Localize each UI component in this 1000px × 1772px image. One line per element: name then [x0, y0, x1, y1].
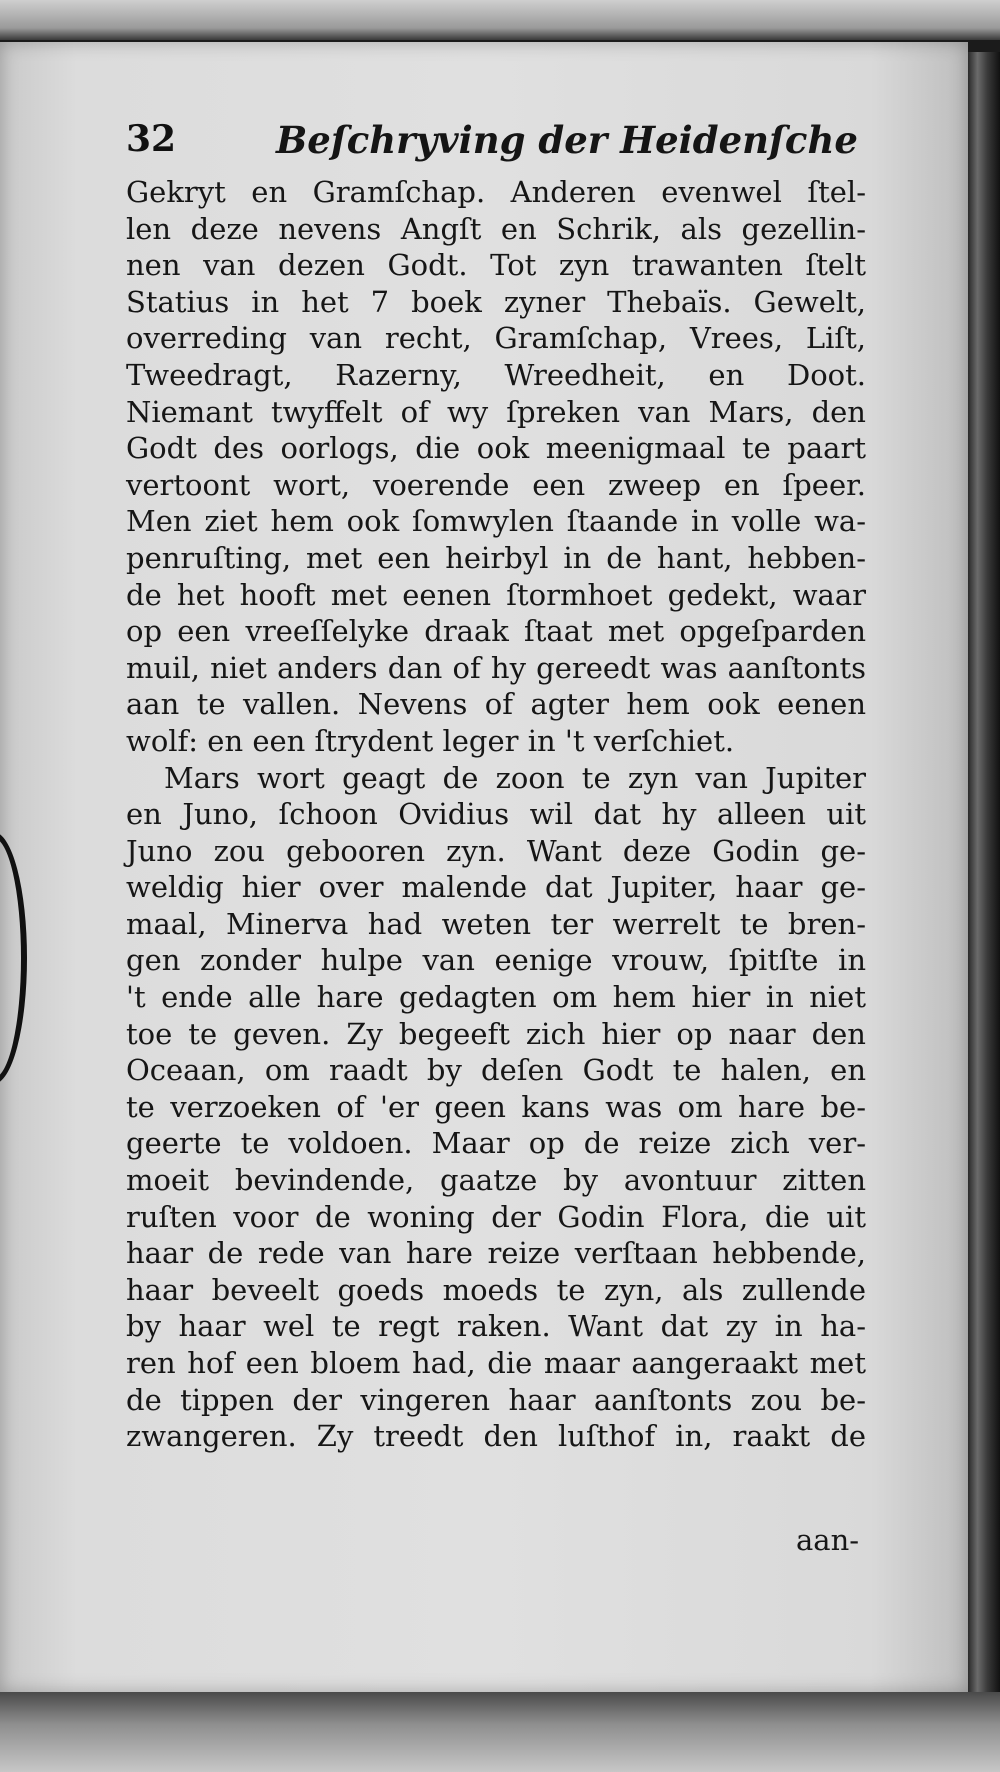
- text-line: by haar wel te regt raken. Want dat zy in ha-: [126, 1309, 866, 1344]
- text-line: Men ziet hem ook ſomwylen ſtaande in volle wa-: [126, 504, 866, 539]
- book-page-edge: [968, 52, 1000, 1692]
- text-line: ren hof een bloem had, die maar aangeraakt met: [126, 1346, 866, 1380]
- text-line: penruſting, met een heirbyl in de hant, hebben-: [126, 540, 866, 575]
- body-text: [126, 174, 866, 1455]
- text-line: de het hooft met eenen ſtormhoet gedekt, waar: [126, 577, 866, 612]
- text-line: aan te vallen. Nevens of agter hem ook eenen: [126, 687, 866, 722]
- running-head: Beſchryving der Heidenſche: [276, 118, 858, 162]
- book-top-edge: [0, 0, 1000, 40]
- text-line: Juno zou gebooren zyn. Want deze Godin ge-: [126, 833, 866, 868]
- text-line: moeit bevindende, gaatze by avontuur zitten: [126, 1163, 866, 1198]
- binding-shadow: [0, 832, 27, 1084]
- text-line: maal, Minerva had weten ter werrelt te bren-: [126, 906, 866, 941]
- text-line: wolf: en een ſtrydent leger in 't verſchiet.: [126, 723, 735, 758]
- text-line: Tweedragt, Razerny, Wreedheit, en Doot.: [126, 357, 866, 392]
- text-line: haar de rede van hare reize verſtaan hebbende,: [126, 1236, 866, 1271]
- text-line: de tippen der vingeren haar aanſtonts zou be-: [126, 1382, 866, 1417]
- text-line: vertoont wort, voerende een zweep en ſpeer.: [126, 467, 866, 502]
- book-bottom-edge: [0, 1692, 1000, 1772]
- page-header: [126, 118, 858, 168]
- text-line: len deze nevens Angſt en Schrik, als gezellin-: [126, 211, 866, 246]
- text-line: toe te geven. Zy begeeft zich hier op naar den: [126, 1016, 866, 1051]
- text-line: Niemant twyffelt of wy ſpreken van Mars, den: [126, 394, 866, 429]
- catchword: aan-: [796, 1523, 860, 1557]
- text-line: 't ende alle hare gedagten om hem hier in niet: [126, 980, 866, 1015]
- text-line: Godt des oorlogs, die ook meenigmaal te paart: [126, 431, 866, 466]
- text-line: op een vreeſſelyke draak ſtaat met opgeſparden: [126, 614, 866, 649]
- text-line: Gekryt en Gramſchap. Anderen evenwel ſtel-: [126, 175, 866, 209]
- text-line: geerte te voldoen. Maar op de reize zich ver-: [126, 1126, 866, 1161]
- text-line: overreding van recht, Gramſchap, Vrees, Liſt,: [126, 321, 866, 356]
- text-line: Oceaan, om raadt by deſen Godt te halen, en: [126, 1053, 866, 1088]
- text-line: weldig hier over malende dat Jupiter, haar ge-: [126, 870, 866, 905]
- text-line: haar beveelt goeds moeds te zyn, als zullende: [126, 1272, 866, 1307]
- text-line: gen zonder hulpe van eenige vrouw, ſpitſte in: [126, 943, 866, 978]
- text-line: zwangeren. Zy treedt den luſthof in, raakt de: [126, 1419, 866, 1454]
- text-line: ruſten voor de woning der Godin Flora, die uit: [126, 1199, 866, 1234]
- text-line: te verzoeken of 'er geen kans was om hare be-: [126, 1089, 866, 1124]
- text-line: en Juno, ſchoon Ovidius wil dat hy alleen uit: [126, 797, 866, 832]
- text-line: muil, niet anders dan of hy gereedt was aanſtonts: [126, 650, 866, 685]
- page-number: 32: [126, 118, 177, 160]
- text-line: nen van dezen Godt. Tot zyn trawanten ſtelt: [126, 248, 866, 283]
- text-line: Mars wort geagt de zoon te zyn van Jupiter: [164, 760, 866, 795]
- text-line: Statius in het 7 boek zyner Thebaïs. Gewelt,: [126, 284, 866, 319]
